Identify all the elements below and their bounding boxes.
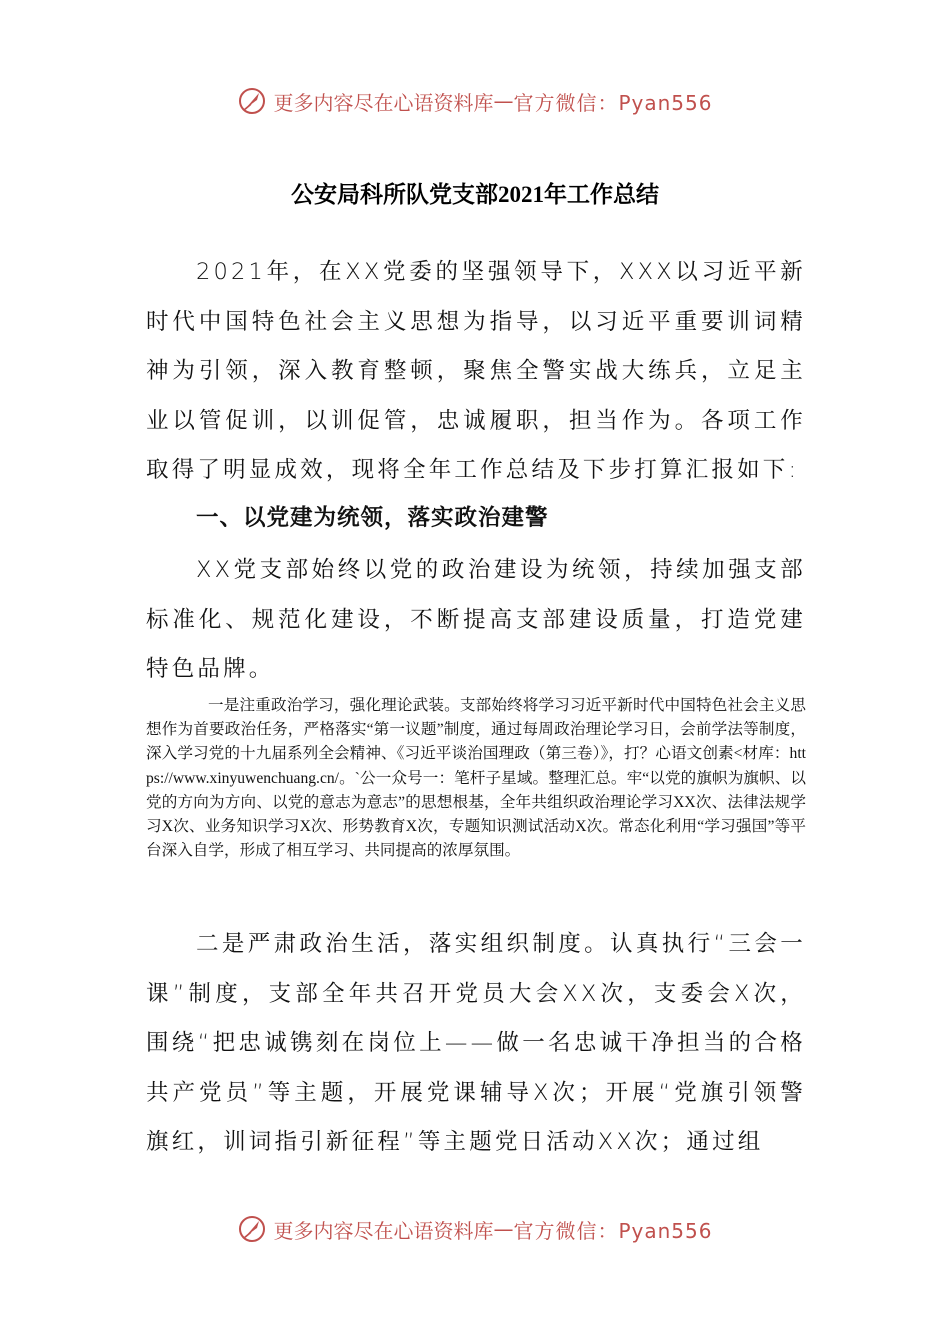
watermark-separator: — xyxy=(493,89,514,113)
point1-paragraph xyxy=(146,694,806,863)
watermark-banner-top xyxy=(0,86,950,116)
section1-text: XX党支部始终以党的政治建设为统领，持续加强支部标准化、规范化建设，不断提高支部建设质量，打造党建特色品牌。 xyxy=(146,557,806,682)
intro-paragraph xyxy=(146,248,806,496)
section1-paragraph xyxy=(146,546,806,695)
section1-heading: 一、以党建为统领，落实政治建警 xyxy=(196,505,549,531)
point2-text: 二是严肃政治生活，落实组织制度。认真执行“三会一课”制度，支部全年共召开党员大会XX次，支委会X次，围绕“把忠诚镌刻在岗位上——做一名忠诚干净担当的合格共产党员”等主题，开展党课辅导X次；开展“党旗引领警旗红，训词指引新征程”等主题党日活动XX次；通过组 xyxy=(146,931,806,1155)
watermark-wechat: 官方微信：Pyan556 xyxy=(513,1218,713,1243)
point2-paragraph xyxy=(146,920,806,1168)
point1-text: 一是注重政治学习，强化理论武装。支部始终将学习习近平新时代中国特色社会主义思想作为首要政治任务，严格落实“第一议题”制度，通过每周政治理论学习日，会前学法等制度，深入学习党的十九届系列全会精神、《习近平谈治国理政（第三卷）》，打？心语文创素<材库：https://www.xinyuwenchuang.cn/。`公一众号一：笔杆子星域。整理汇总。牢“以党的旗帜为旗帜、以党的方向为方向、以党的意志为意志”的思想根基，全年共组织政治理论学习XX次、法律法规学习X次、业务知识学习X次、形势教育X次，专题知识测试活动X次。常态化利用“学习强国”等平台深入自学，形成了相互学习、共同提高的浓厚氛围。 xyxy=(146,697,806,860)
intro-text: 2021年，在XX党委的坚强领导下，XXX以习近平新时代中国特色社会主义思想为指导，以习近平重要训词精神为引领，深入教育整顿，聚焦全警实战大练兵，立足主业以管促训，以训促管，忠诚履职，担当作为。各项工作取得了明显成效，现将全年工作总结及下步打算汇报如下: xyxy=(146,259,806,483)
watermark-text: 更多内容尽在心语资料库 xyxy=(273,1218,494,1243)
quill-logo-icon xyxy=(237,1214,267,1244)
quill-logo-icon xyxy=(237,86,267,116)
watermark-wechat: 官方微信：Pyan556 xyxy=(513,90,713,115)
document-title: 公安局科所队党支部2021年工作总结 xyxy=(291,182,659,207)
watermark-banner-bottom xyxy=(0,1214,950,1244)
watermark-separator: — xyxy=(493,1217,514,1241)
watermark-text: 更多内容尽在心语资料库 xyxy=(273,90,494,115)
